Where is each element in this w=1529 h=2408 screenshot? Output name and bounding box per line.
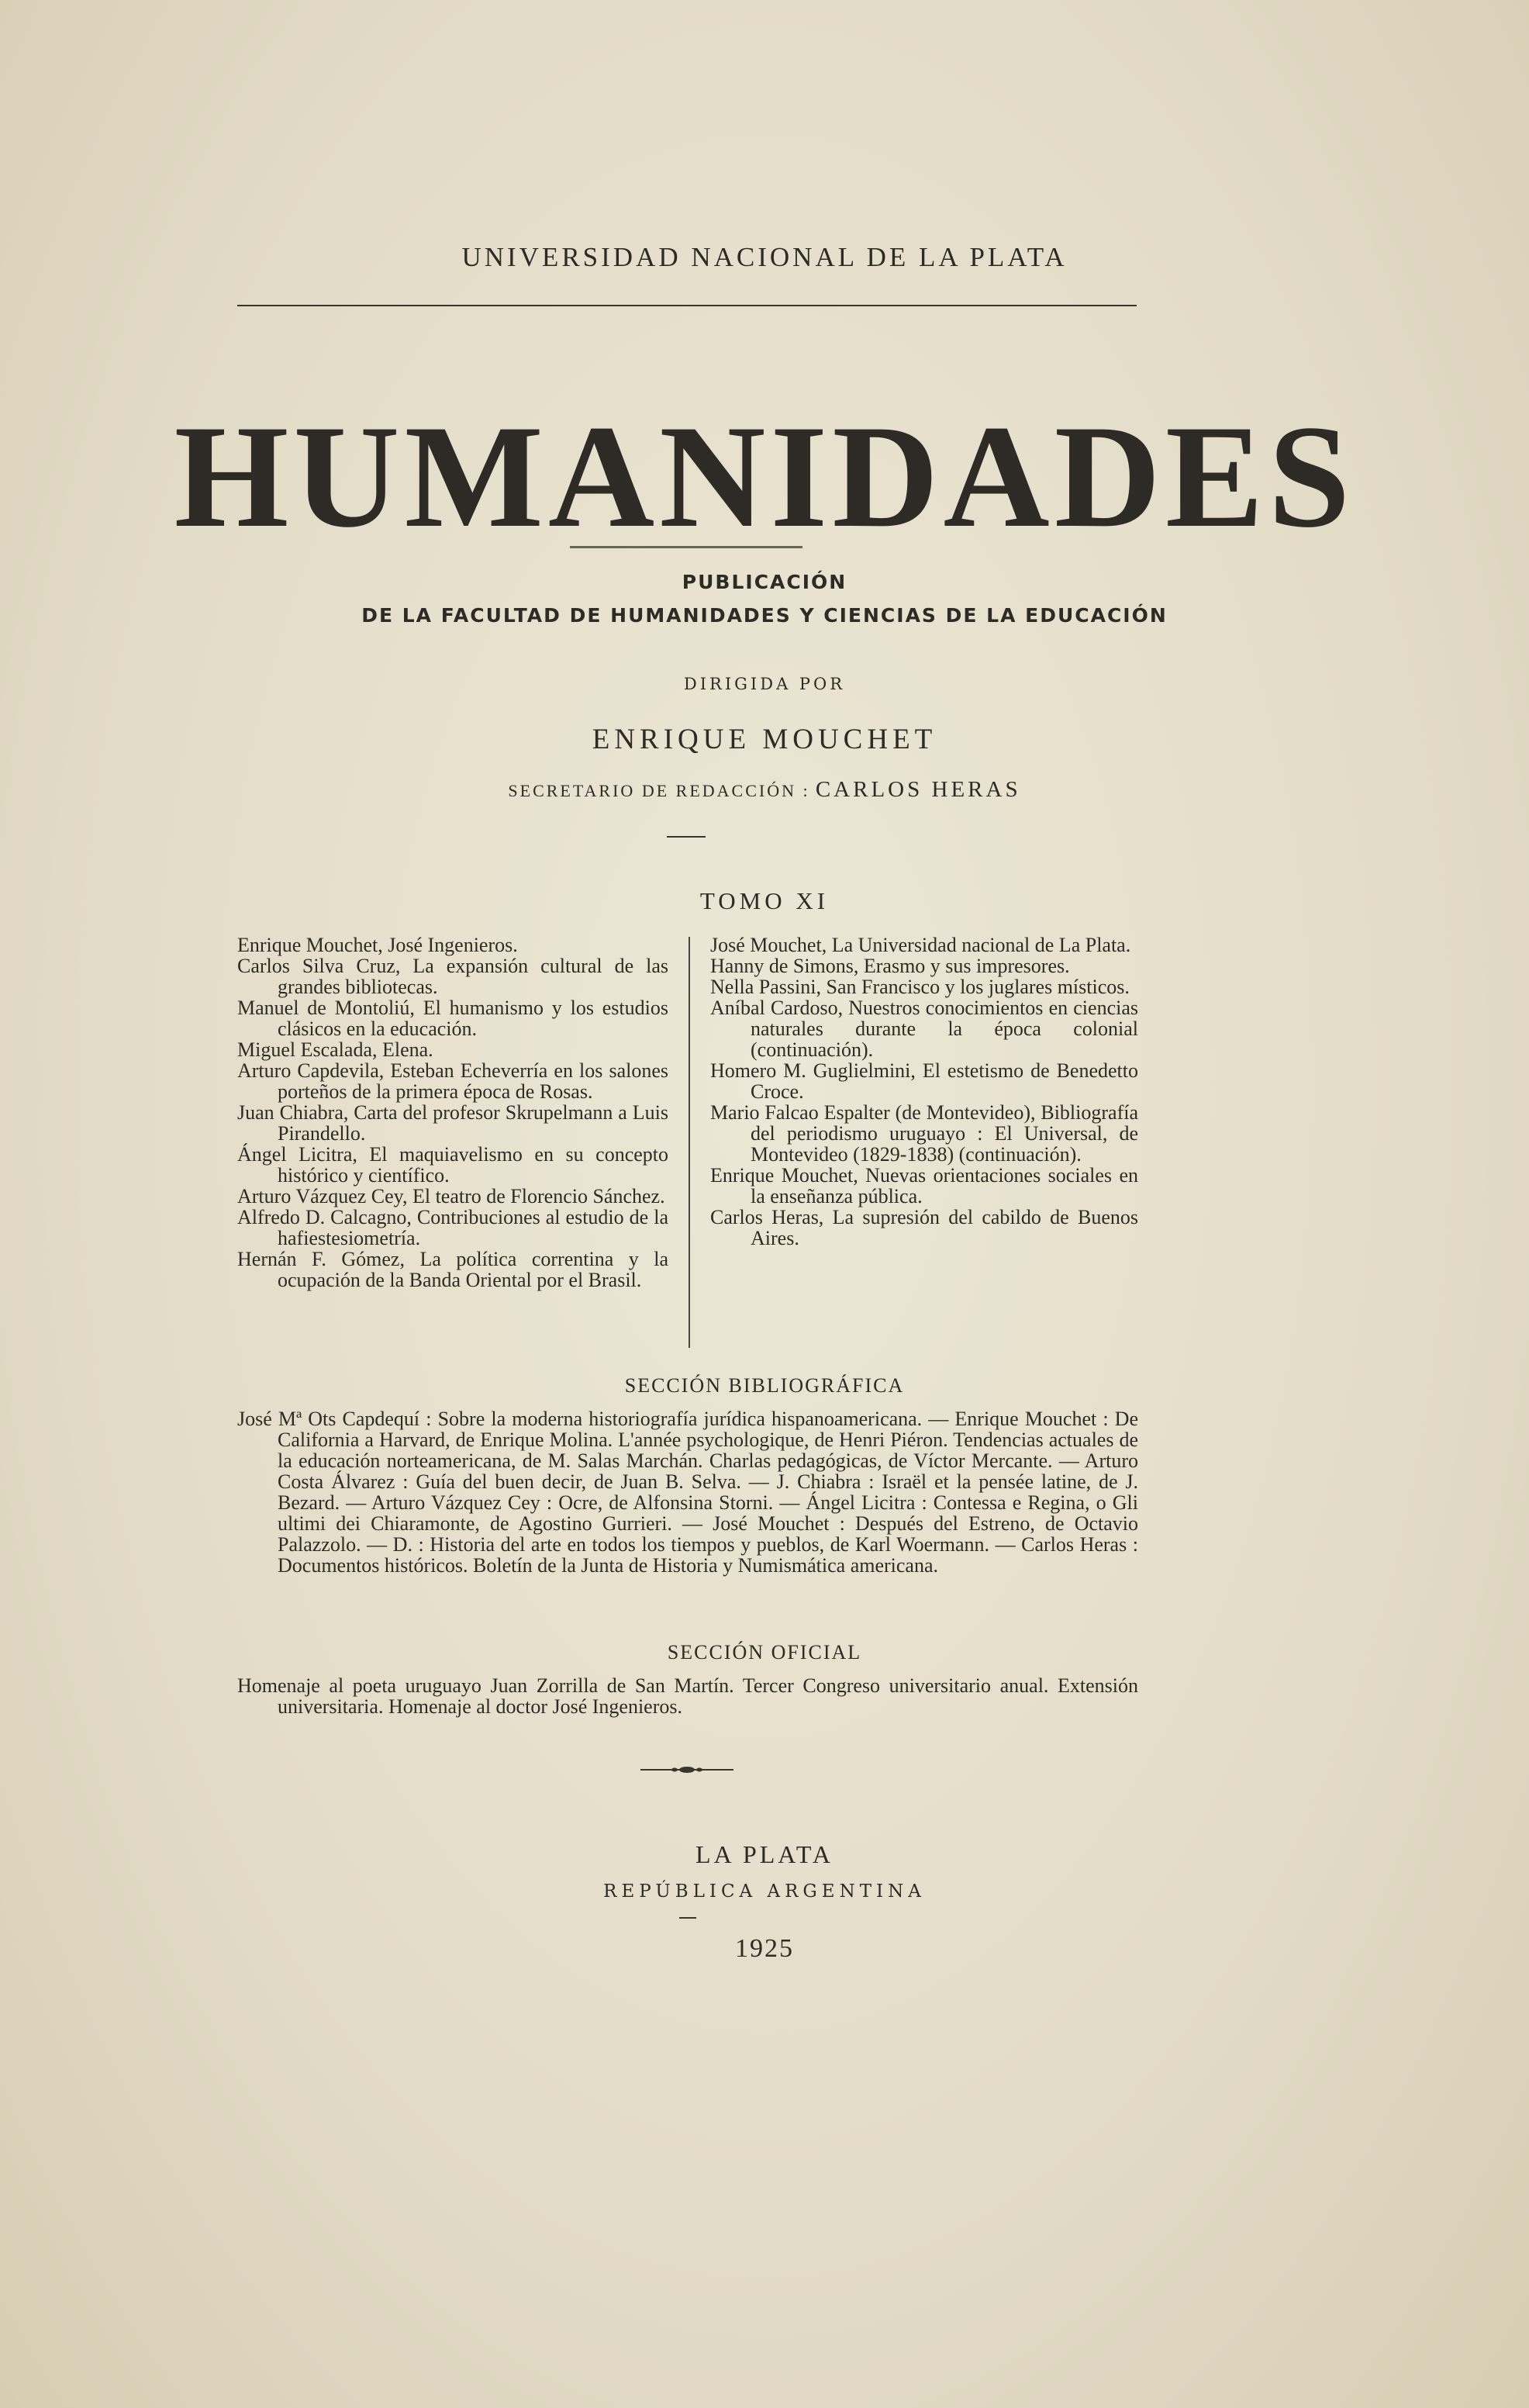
contents-entry: Hernán F. Gómez, La política correntina y la ocupación de la Banda Oriental por el Brasil. — [237, 1248, 668, 1291]
volume-label: TOMO XI — [699, 887, 830, 914]
official-text: Homenaje al poeta uruguayo Juan Zorrilla de San Martín. Tercer Congreso universitario anual. Extensión universitaria. Homenaje al doctor José Ingenieros. — [237, 1674, 1138, 1718]
footer-dash — [679, 1917, 696, 1919]
official-section-title: SECCIÓN OFICIAL — [667, 1641, 862, 1663]
contents-entry: Arturo Capdevila, Esteban Echeverría en los salones porteños de la primera época de Rosas. — [237, 1059, 668, 1103]
faculty-name: DE LA FACULTAD DE HUMANIDADES Y CIENCIAS DE LA EDUCACIÓN — [361, 604, 1168, 627]
bibliographic-section-title: SECCIÓN BIBLIOGRÁFICA — [624, 1374, 905, 1397]
secretary-name: CARLOS HERAS — [815, 777, 1021, 802]
contents-entry: Aníbal Cardoso, Nuestros conocimientos en ciencias naturales durante la época colonial (continuación). — [710, 997, 1138, 1061]
secretary-line — [0, 777, 1529, 803]
bibliographic-text: José Mª Ots Capdequí : Sobre la moderna historiografía jurídica hispanoamericana. — Enrique Mouchet : De California a Harvard, de Enrique Molina. L'année psychologique, de Henri Piéron. Tendencias actuales de la educación norteamericana, de M. Salas Marchán. Charlas pedagógicas, de Víctor Mercante. — Arturo Costa Álvarez : Guía del buen decir, de Juan B. Selva. — J. Chiabra : Israël et la pensée latine, de J. Bezard. — Arturo Vázquez Cey : Ocre, de Alfonsina Storni. — Ángel Licitra : Contessa e Regina, o Gli ultimi dei Chiaramonte, de Agostino Gurrieri. — José Mouchet : Después del Estreno, de Octavio Palazzolo. — D. : Historia del arte en todos los tiempos y pueblos, de Karl Woermann. — Carlos Heras : Documentos históricos. Boletín de la Junta de Historia y Numismática americana. — [237, 1408, 1138, 1577]
contents-left-column — [237, 935, 668, 1290]
contents-entry: Miguel Escalada, Elena. — [237, 1038, 433, 1061]
contents-entry: Ángel Licitra, El maquiavelismo en su concepto histórico y científico. — [237, 1143, 668, 1187]
contents-entry: Nella Passini, San Francisco y los juglares místicos. — [710, 976, 1130, 998]
contents-entry: Alfredo D. Calcagno, Contribuciones al estudio de la hafiestesiometría. — [237, 1206, 668, 1249]
contents-entry: Enrique Mouchet, José Ingenieros. — [237, 934, 518, 956]
university-name: UNIVERSIDAD NACIONAL DE LA PLATA — [461, 242, 1068, 272]
directed-by-label: DIRIGIDA POR — [683, 675, 846, 693]
separator-dash — [667, 836, 706, 838]
contents-entry: Carlos Silva Cruz, La expansión cultural de las grandes bibliotecas. — [237, 955, 668, 998]
title-underline — [570, 546, 802, 548]
top-rule — [237, 305, 1137, 306]
bibliographic-section-body — [237, 1408, 1138, 1576]
contents-entry: Carlos Heras, La supresión del cabildo de Buenos Aires. — [710, 1206, 1138, 1249]
publication-year: 1925 — [735, 1934, 794, 1963]
director-name: ENRIQUE MOUCHET — [592, 724, 937, 755]
contents-entry: Mario Falcao Espalter (de Montevideo), Bibliografía del periodismo uruguayo : El Universal, de Montevideo (1829-1838) (continuación). — [710, 1101, 1138, 1166]
city-name: LA PLATA — [695, 1840, 834, 1868]
contents-entry: Manuel de Montoliú, El humanismo y los estudios clásicos en la educación. — [237, 997, 668, 1040]
contents-entry: José Mouchet, La Universidad nacional de La Plata. — [710, 934, 1131, 956]
contents-entry: Juan Chiabra, Carta del profesor Skrupelmann a Luis Pirandello. — [237, 1101, 668, 1145]
publication-label: PUBLICACIÓN — [682, 571, 847, 593]
journal-title: HUMANIDADES — [174, 396, 1355, 558]
contents-entry: Arturo Vázquez Cey, El teatro de Florencio Sánchez. — [237, 1185, 665, 1207]
contents-entry: Enrique Mouchet, Nuevas orientaciones sociales en la enseñanza pública. — [710, 1164, 1138, 1207]
official-section-body — [237, 1675, 1138, 1717]
country-name: REPÚBLICA ARGENTINA — [603, 1881, 926, 1902]
contents-entry: Homero M. Guglielmini, El estetismo de Benedetto Croce. — [710, 1059, 1138, 1103]
contents-right-column — [710, 935, 1138, 1249]
contents-entry: Hanny de Simons, Erasmo y sus impresores. — [710, 955, 1070, 977]
column-divider — [689, 937, 690, 1348]
ornament-divider — [640, 1765, 733, 1774]
secretary-label: SECRETARIO DE REDACCIÓN : — [508, 781, 810, 800]
